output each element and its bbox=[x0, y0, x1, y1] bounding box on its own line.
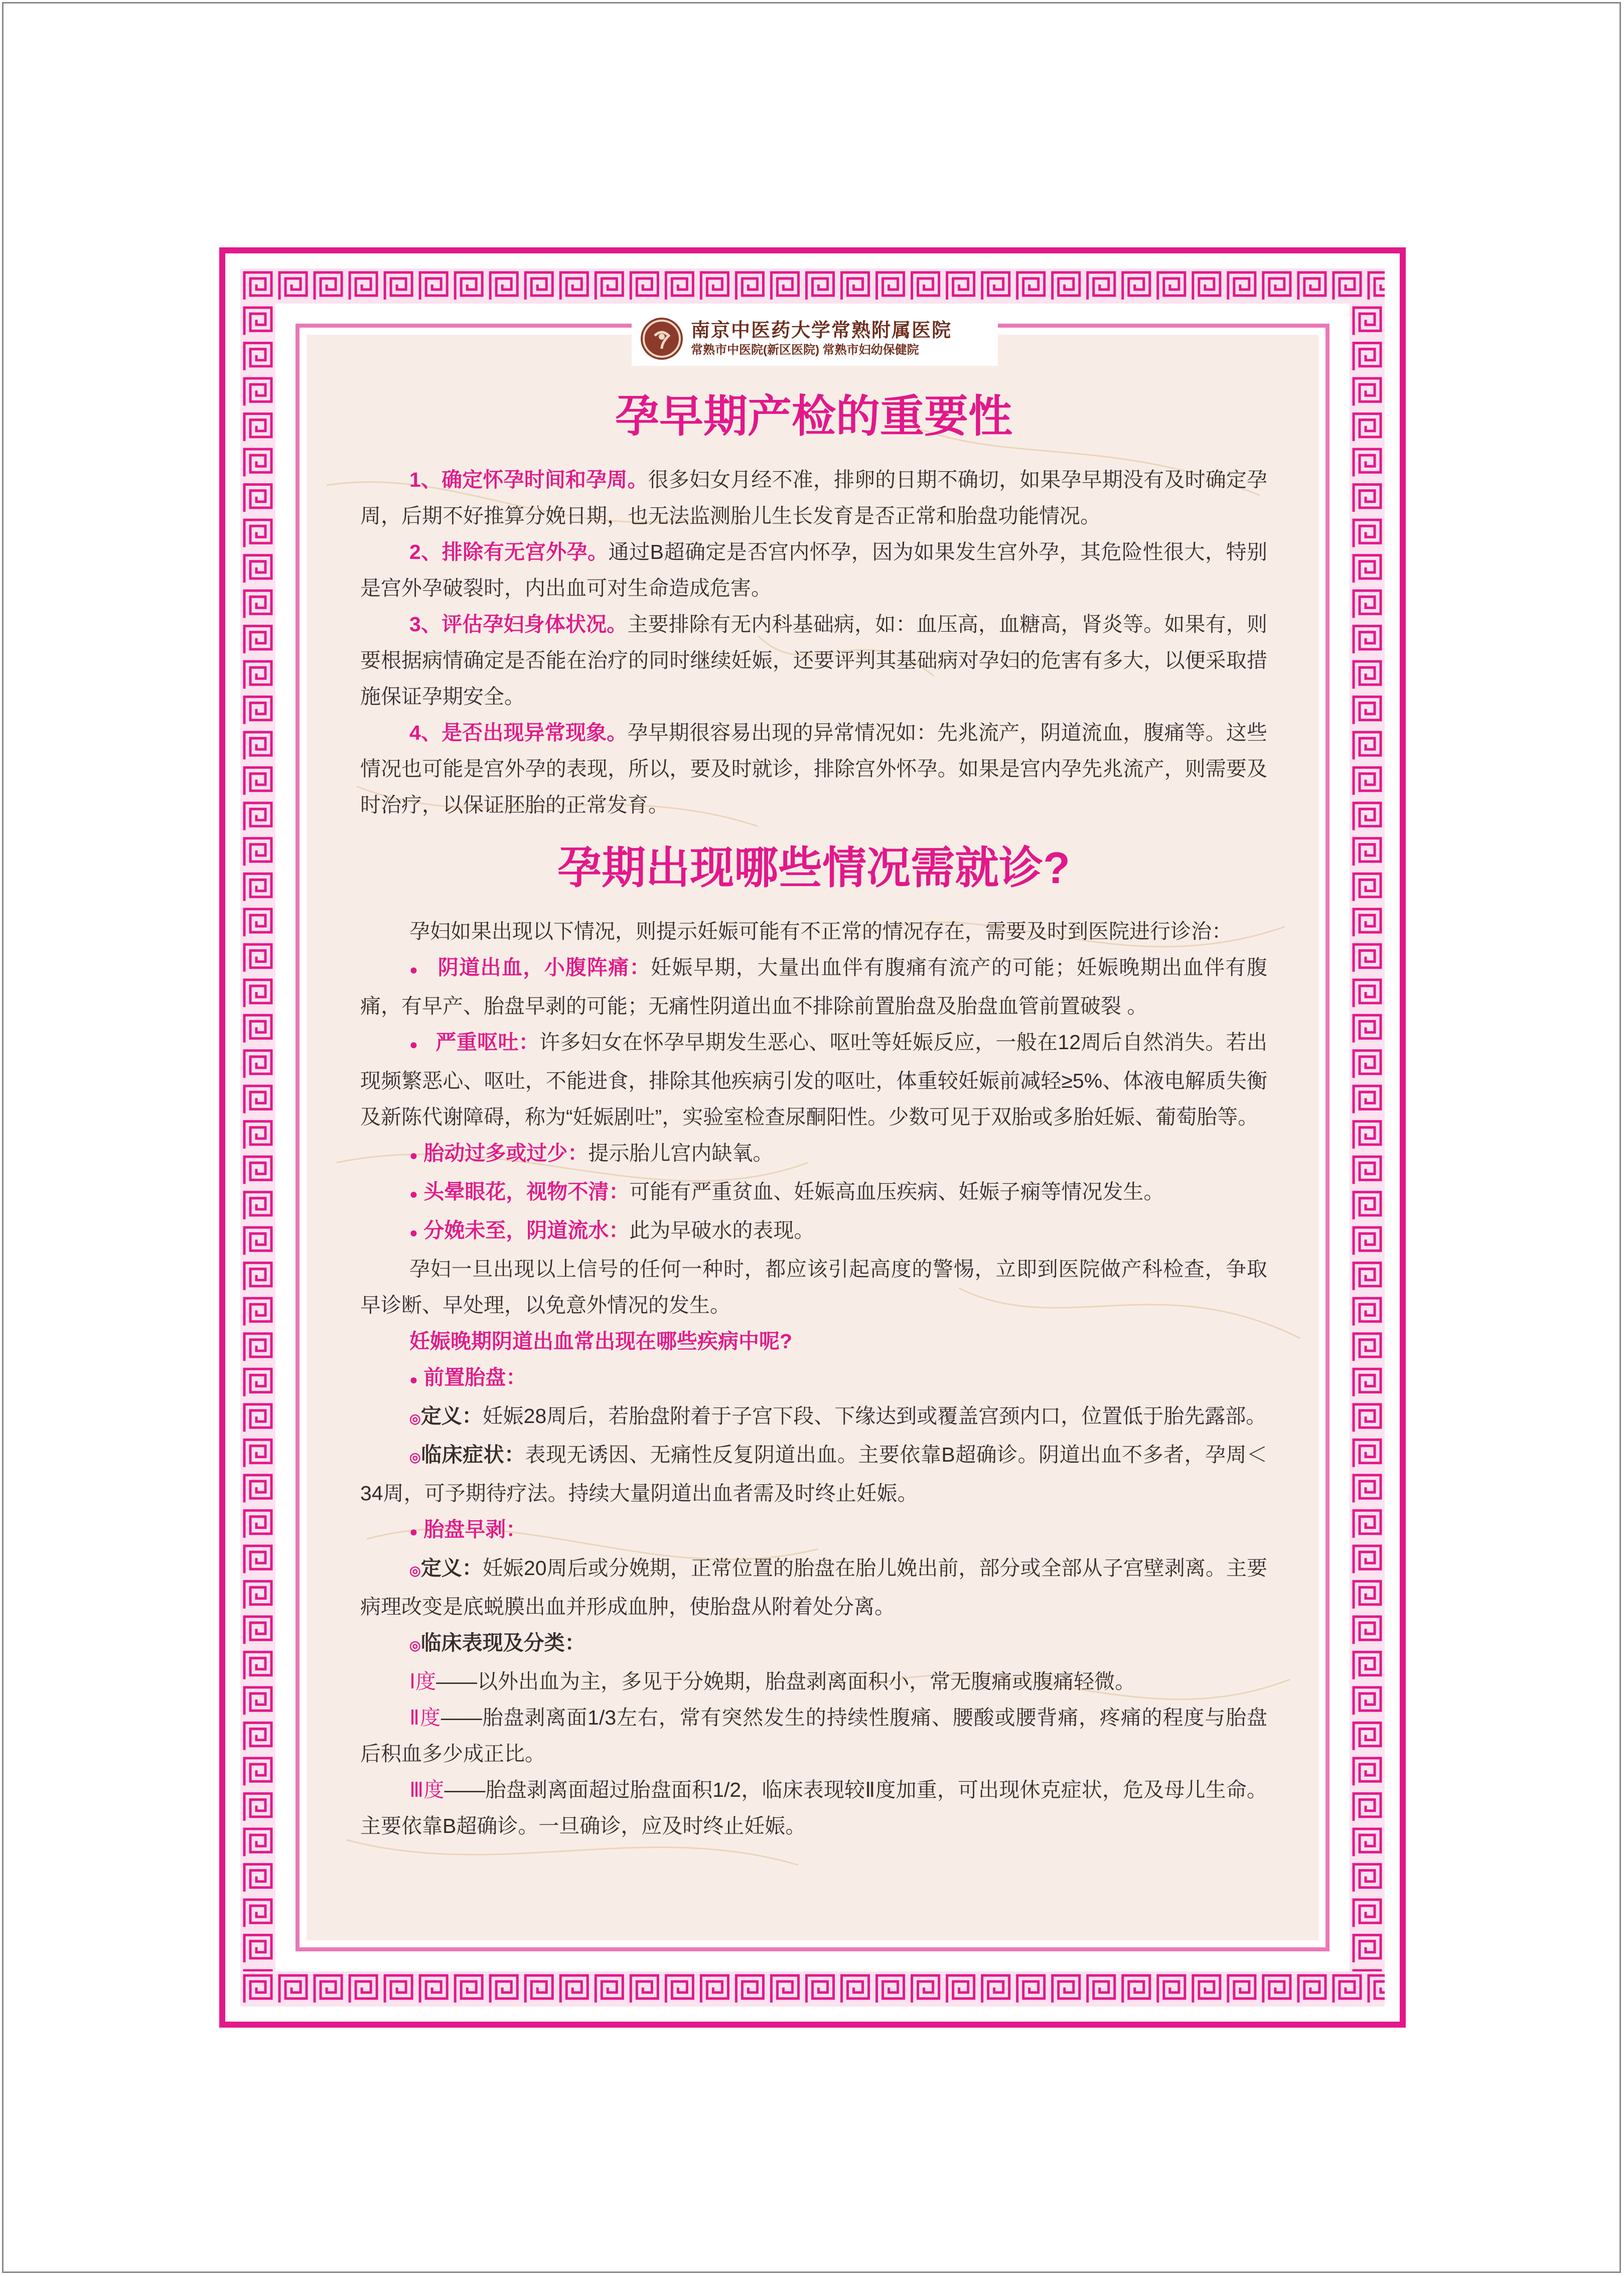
section2-body bbox=[360, 913, 1267, 1844]
section1-item: 1、确定怀孕时间和孕周。很多妇女月经不准，排卵的日期不确切，如果孕早期没有及时确定孕周，后期不好推算分娩日期，也无法监测胎儿生长发育是否正常和胎盘功能情况。 bbox=[360, 468, 1267, 527]
hospital-name: 南京中医药大学常熟附属医院 bbox=[691, 320, 952, 341]
hospital-seal-icon bbox=[641, 318, 683, 360]
grade-item: Ⅲ度——胎盘剥离面超过胎盘面积1/2，临床表现较Ⅱ度加重，可出现休克症状，危及母儿生命。主要依靠B超确诊。一旦确诊，应及时终止妊娠。 bbox=[360, 1778, 1267, 1837]
hospital-subtitle: 常熟市中医院(新区医院) 常熟市妇幼保健院 bbox=[691, 343, 919, 357]
abruption-definition: ◎定义：妊娠20周后或分娩期，正常位置的胎盘在胎儿娩出前，部分或全部从子宫壁剥离。主要病理改变是底蜕膜出血并形成血肿，使胎盘从附着处分离。 bbox=[360, 1556, 1267, 1618]
symptom-item: ● 分娩未至，阴道流水：此为早破水的表现。 bbox=[409, 1219, 815, 1242]
abruption-heading: ● 胎盘早剥： bbox=[409, 1518, 527, 1541]
symptom-item: ● 胎动过多或过少：提示胎儿宫内缺氧。 bbox=[409, 1142, 774, 1165]
section1-item: 4、是否出现异常现象。孕早期很容易出现的异常情况如：先兆流产，阴道流血，腹痛等。这些情况也可能是宫外孕的表现，所以，要及时就诊，排除宫外怀孕。如果是宫内孕先兆流产，则需要及时治疗，以保证胚胎的正常发育。 bbox=[360, 721, 1267, 816]
hospital-logo-block bbox=[632, 312, 998, 366]
section1-item: 3、评估孕妇身体状况。主要排除有无内科基础病，如：血压高，血糖高，肾炎等。如果有，则要根据病情确定是否能在治疗的同时继续妊娠，还要评判其基础病对孕妇的危害有多大，以便采取措施保证孕期安全。 bbox=[360, 613, 1267, 708]
placenta-previa-heading: ● 前置胎盘： bbox=[409, 1366, 527, 1389]
warning-paragraph: 孕妇一旦出现以上信号的任何一种时，都应该引起高度的警惕，立即到医院做产科检查，争取早诊断、早处理，以免意外情况的发生。 bbox=[360, 1257, 1267, 1317]
section2-title: 孕期出现哪些情况需就诊? bbox=[557, 843, 1070, 893]
abruption-classification-label: ◎临床表现及分类： bbox=[409, 1631, 585, 1654]
placenta-previa-symptoms: ◎临床症状：表现无诱因、无痛性反复阴道出血。主要依靠B超确诊。阴道出血不多者，孕周＜34周，可予期待疗法。持续大量阴道出血者需及时终止妊娠。 bbox=[360, 1443, 1268, 1505]
fret-border-top bbox=[240, 268, 1385, 304]
section1-body bbox=[360, 462, 1267, 823]
section1-title: 孕早期产检的重要性 bbox=[615, 391, 1012, 441]
fret-border-bottom bbox=[240, 1971, 1385, 2007]
grade-item: Ⅱ度——胎盘剥离面1/3左右，常有突然发生的持续性腹痛、腰酸或腰背痛，疼痛的程度与胎盘后积血多少成正比。 bbox=[360, 1706, 1267, 1765]
symptom-item: ● 严重呕吐：许多妇女在怀孕早期发生恶心、呕吐等妊娠反应，一般在12周后自然消失。若出现频繁恶心、呕吐，不能进食，排除其他疾病引发的呕吐，体重较妊娠前减轻≥5%、体液电解质失衡及新陈代谢障碍，称为“妊娠剧吐”，实验室检查尿酮阳性。少数可见于双胎或多胎妊娠、葡萄胎等。 bbox=[360, 1031, 1267, 1128]
symptom-item: ● 头晕眼花，视物不清：可能有严重贫血、妊娠高血压疾病、妊娠子痫等情况发生。 bbox=[409, 1180, 1164, 1203]
question-heading: 妊娠晚期阴道出血常出现在哪些疾病中呢? bbox=[409, 1330, 793, 1353]
section1-item: 2、排除有无宫外孕。通过B超确定是否宫内怀孕，因为如果发生宫外孕，其危险性很大，特别是宫外孕破裂时，内出血可对生命造成危害。 bbox=[360, 540, 1268, 600]
fret-border-left bbox=[240, 304, 275, 1971]
section2-intro: 孕妇如果出现以下情况，则提示妊娠可能有不正常的情况存在，需要及时到医院进行诊治： bbox=[409, 920, 1232, 943]
placenta-previa-definition: ◎定义：妊娠28周后，若胎盘附着于子宫下段、下缘达到或覆盖宫颈内口，位置低于胎先露部。 bbox=[409, 1404, 1267, 1428]
grade-item: Ⅰ度——以外出血为主，多见于分娩期，胎盘剥离面积小，常无腹痛或腹痛轻微。 bbox=[409, 1670, 1136, 1693]
symptom-item: ● 阴道出血，小腹阵痛：妊娠早期，大量出血伴有腹痛有流产的可能；妊娠晚期出血伴有腹痛，有早产、胎盘早剥的可能；无痛性阴道出血不排除前置胎盘及胎盘血管前置破裂 。 bbox=[360, 956, 1267, 1018]
fret-border-right bbox=[1350, 304, 1385, 1971]
